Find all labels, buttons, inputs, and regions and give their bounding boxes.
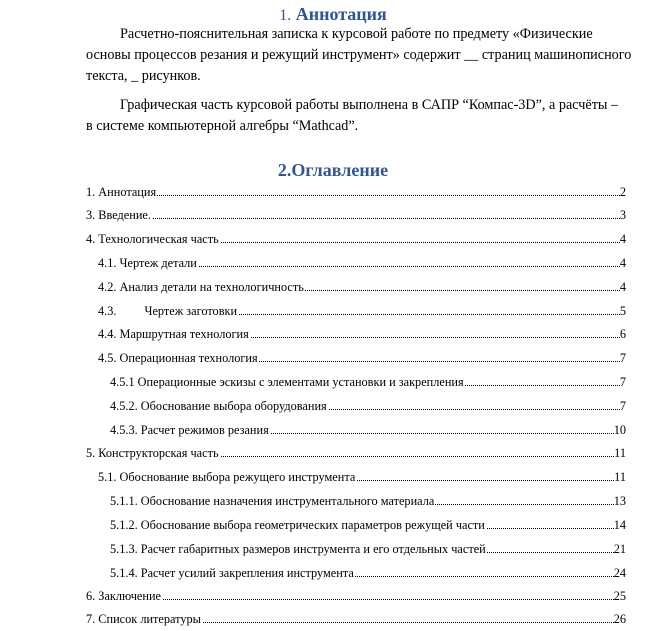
toc-entry-page: 13 xyxy=(613,494,626,508)
toc-entry-label xyxy=(98,302,238,320)
toc-entry-label: 3. Введение. xyxy=(86,208,151,222)
toc-entry-label: 4.4. Маршрутная технология xyxy=(98,327,249,341)
toc-entry-page: 21 xyxy=(613,542,626,556)
toc-entry[interactable] xyxy=(0,278,666,296)
toc-entry[interactable] xyxy=(0,373,666,391)
toc-entry[interactable] xyxy=(0,183,666,201)
toc-entry-label: 4.5.1 Операционные эскизы с элементами установки и закрепления xyxy=(110,375,464,389)
toc-entry[interactable] xyxy=(0,397,666,415)
toc-entry[interactable] xyxy=(0,230,666,248)
toc-entry-label: 4. Технологическая часть xyxy=(86,232,219,246)
toc-entry-label: 5.1. Обоснование выбора режущего инструмента xyxy=(98,470,356,484)
toc-entry-page: 11 xyxy=(614,470,626,484)
toc-entry-label: 5.1.3. Расчет габаритных размеров инструмента и его отдельных частей xyxy=(110,542,486,556)
toc-entry[interactable] xyxy=(0,325,666,343)
annotation-paragraph-2-line: Графическая часть курсовой работы выполнена в САПР “Компас-3D”, а расчёты – xyxy=(120,97,619,113)
toc-entry-page: 26 xyxy=(613,612,626,626)
toc-entry-page: 11 xyxy=(614,446,626,460)
toc-entry-label: 7. Список литературы xyxy=(86,612,201,626)
contents-heading: 2.Оглавление xyxy=(277,160,389,180)
toc-entry-page: 25 xyxy=(613,589,626,603)
toc-entry-page: 6 xyxy=(619,327,626,341)
toc-entry-page: 4 xyxy=(619,232,626,246)
toc-entry-page: 7 xyxy=(619,399,626,413)
annotation-heading-number: 1. xyxy=(279,7,292,24)
toc-entry[interactable] xyxy=(0,587,666,605)
toc-entry[interactable] xyxy=(0,444,666,462)
toc-entry-page: 2 xyxy=(619,185,626,199)
toc-entry[interactable] xyxy=(0,349,666,367)
toc-entry-text: Чертеж заготовки xyxy=(144,304,238,318)
toc-entry-label: 5.1.4. Расчет усилий закрепления инструмента xyxy=(110,566,354,580)
toc-entry[interactable] xyxy=(0,516,666,534)
annotation-paragraph-2 xyxy=(86,95,632,137)
toc-entry-page: 10 xyxy=(613,423,626,437)
toc-entry-label: 4.2. Анализ детали на технологичность xyxy=(98,280,304,294)
annotation-paragraph-2-line: в системе компьютерной алгебры “Mathcad”. xyxy=(86,118,359,134)
toc-entry-number: 4.3. xyxy=(98,304,117,318)
annotation-paragraph-1-line: текста, _ рисунков. xyxy=(86,68,201,84)
toc-entry-page: 4 xyxy=(619,256,626,270)
toc-entry[interactable] xyxy=(0,492,666,510)
toc-entry[interactable] xyxy=(0,540,666,558)
toc-entry-page: 14 xyxy=(613,518,626,532)
toc-entry-label: 4.5.3. Расчет режимов резания xyxy=(110,423,269,437)
toc-entry-label: 5.1.2. Обоснование выбора геометрических параметров режущей части xyxy=(110,518,485,532)
toc-entry-label: 4.5. Операционная технология xyxy=(98,351,258,365)
annotation-paragraph-1 xyxy=(86,24,632,87)
toc-entry[interactable] xyxy=(0,610,666,628)
toc-entry[interactable] xyxy=(0,564,666,582)
toc-entry-page: 3 xyxy=(619,208,626,222)
toc-entry-label: 4.5.2. Обоснование выбора оборудования xyxy=(110,399,327,413)
toc-entry-page: 4 xyxy=(619,280,626,294)
annotation-heading xyxy=(0,4,666,25)
toc-entry[interactable] xyxy=(0,254,666,272)
toc-entry-page: 24 xyxy=(613,566,626,580)
toc-entry[interactable] xyxy=(0,206,666,224)
toc-entry-page: 7 xyxy=(619,375,626,389)
annotation-paragraph-1-line: Расчетно-пояснительная записка к курсовой работе по предмету «Физические xyxy=(120,26,593,42)
toc-entry-label: 5. Конструкторская часть xyxy=(86,446,219,460)
toc-entry-page: 5 xyxy=(619,304,626,318)
annotation-paragraph-1-line: основы процессов резания и режущий инструмент» содержит __ страниц машинописного xyxy=(86,47,632,63)
toc-entry-label: 5.1.1. Обоснование назначения инструментального материала xyxy=(110,494,435,508)
toc-entry-label: 6. Заключение xyxy=(86,589,162,603)
toc-entry[interactable] xyxy=(0,421,666,439)
toc-entry-page: 7 xyxy=(619,351,626,365)
toc-entry[interactable] xyxy=(0,468,666,486)
toc-entry[interactable] xyxy=(0,302,666,320)
toc-entry-label: 4.1. Чертеж детали xyxy=(98,256,197,270)
toc-entry-label: 1. Аннотация xyxy=(86,185,157,199)
annotation-heading-title: Аннотация xyxy=(295,4,387,24)
